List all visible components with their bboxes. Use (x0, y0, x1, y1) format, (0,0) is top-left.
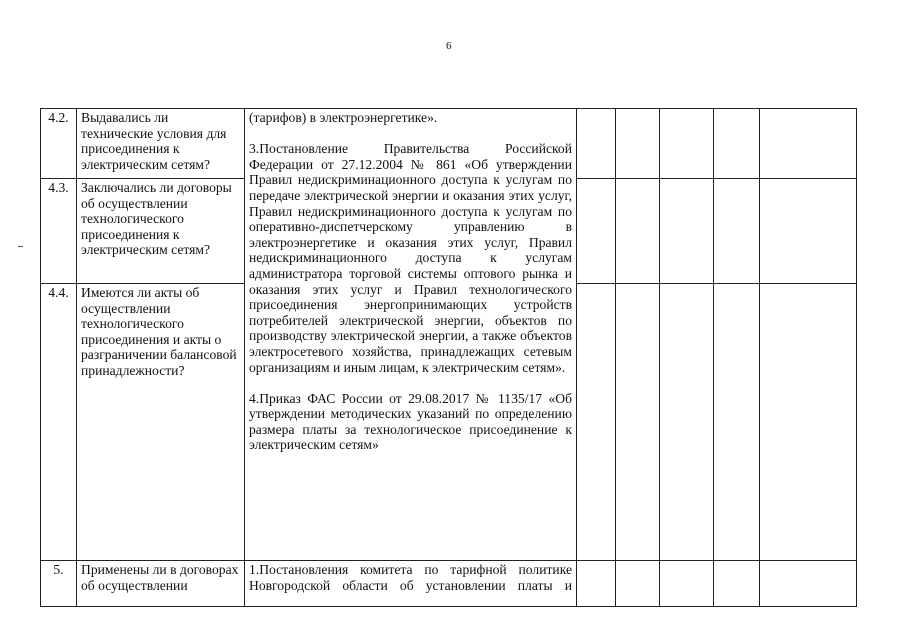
note-cell (760, 179, 857, 284)
answer-cell (577, 179, 616, 284)
legal-basis-cell (245, 561, 577, 607)
answer-cell (616, 179, 660, 284)
table-row (41, 561, 857, 607)
margin-mark (18, 246, 23, 247)
question-cell: Применены ли в договорах об осуществлении (77, 561, 245, 607)
legal-basis-paragraph: (тарифов) в электроэнергетике». (249, 110, 438, 125)
answer-cell (714, 109, 760, 179)
legal-basis-paragraph: 4.Приказ ФАС России от 29.08.2017 № 1135/17 «Об утверждении методических указаний по определению размера платы за технологическое присоединение к электрическим сетям» (249, 390, 572, 453)
legal-basis-paragraph: 1.Постановления комитета по тарифной политике Новгородской области об установлении платы и (249, 562, 572, 593)
row-number: 5. (41, 561, 77, 607)
answer-cell (660, 561, 714, 607)
answer-cell (660, 179, 714, 284)
note-cell (760, 561, 857, 607)
legal-basis-paragraph: 3.Постановление Правительства Российской Федерации от 27.12.2004 № 861 «Об утверждении Правил недискриминационного доступа к услугам по передаче электрической энергии и оказания этих услуг, Правил недискриминационного доступа к услугам по оперативно-диспетчерскому управлению в электроэнергетике и оказания этих услуг, Правил недискриминационного доступа к услугам администратора торговой системы оптового рынка и оказания этих услуг и Правил технологического присоединения энергопринимающих устройств потребителей электрической энергии, объектов по производству электрической энергии, а также объектов электросетевого хозяйства, принадлежащих сетевым организациям и иным лицам, к электрическим сетям». (249, 141, 572, 375)
question-cell: Имеются ли акты об осуществлении технологического присоединения и акты о разграничении балансовой принадлежности? (77, 284, 245, 561)
row-number: 4.2. (41, 109, 77, 179)
answer-cell (616, 561, 660, 607)
question-cell: Выдавались ли технические условия для присоединения к электрическим сетям? (77, 109, 245, 179)
answer-cell (714, 179, 760, 284)
note-cell (760, 284, 857, 561)
checklist-table (40, 108, 857, 607)
legal-basis-cell (245, 109, 577, 561)
page-number: 6 (446, 40, 452, 52)
question-cell: Заключались ли договоры об осуществлении технологического присоединения к электрическим сетям? (77, 179, 245, 284)
answer-cell (577, 561, 616, 607)
row-number: 4.4. (41, 284, 77, 561)
table-row (41, 109, 857, 179)
answer-cell (577, 109, 616, 179)
answer-cell (714, 561, 760, 607)
answer-cell (660, 284, 714, 561)
answer-cell (616, 109, 660, 179)
answer-cell (660, 109, 714, 179)
answer-cell (616, 284, 660, 561)
note-cell (760, 109, 857, 179)
row-number: 4.3. (41, 179, 77, 284)
answer-cell (714, 284, 760, 561)
answer-cell (577, 284, 616, 561)
